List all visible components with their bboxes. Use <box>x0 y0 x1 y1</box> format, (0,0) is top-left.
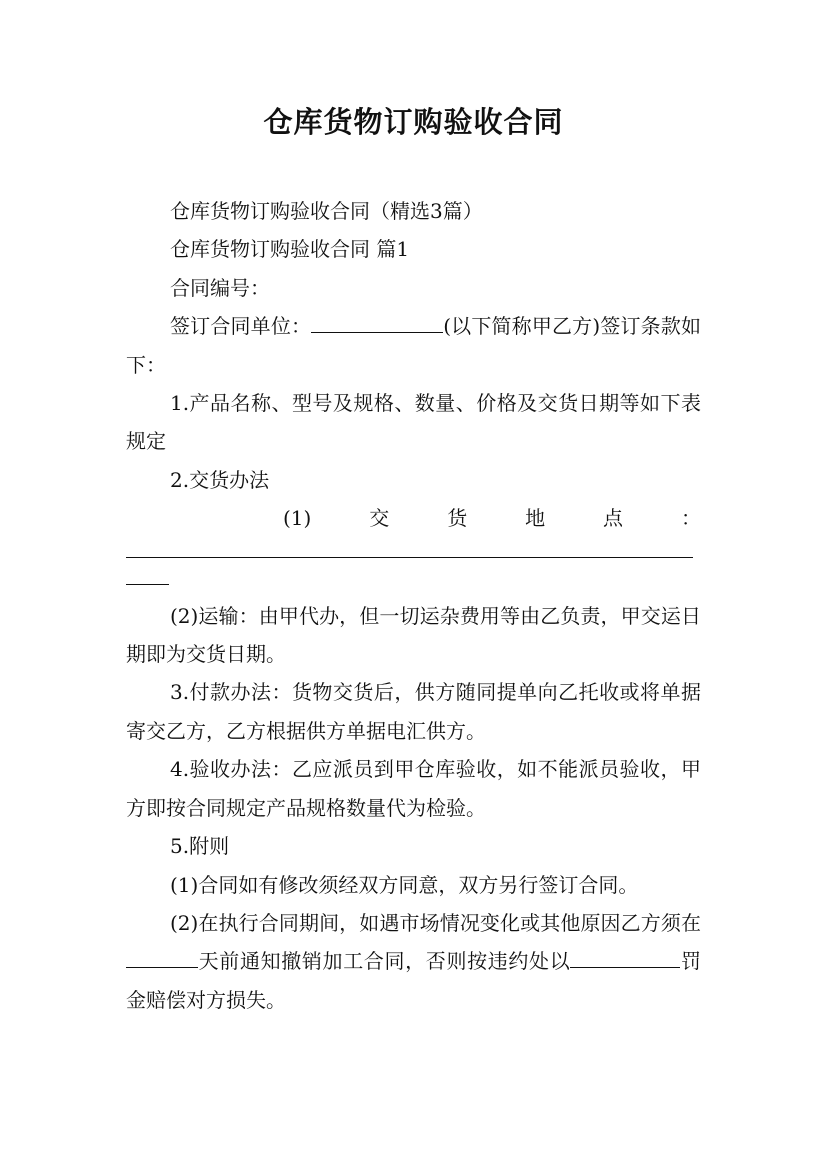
signing-clause <box>126 307 701 384</box>
appendix-2-part-a: (2)在执行合同期间，如遇市场情况变化或其他原因乙方须在 <box>170 910 701 935</box>
delivery-char: ： <box>680 506 701 531</box>
document-title: 仓库货物订购验收合同 <box>263 105 564 139</box>
item-4: 4.验收办法：乙应派员到甲仓库验收，如不能派员验收，甲方即按合同规定产品规格数量代为检验。 <box>126 757 701 820</box>
document-body <box>126 192 701 1019</box>
section-heading: 仓库货物订购验收合同 篇1 <box>170 237 410 262</box>
delivery-char: 货 <box>447 506 468 531</box>
item-1: 1.产品名称、型号及规格、数量、价格及交货日期等如下表规定 <box>126 391 701 454</box>
item-5: 5.附则 <box>170 834 230 859</box>
appendix-2-part-c: 罚金赔偿对方损失。 <box>126 949 702 1012</box>
signing-prefix: 签订合同单位： <box>170 314 312 339</box>
contract-number-label: 合同编号： <box>170 275 270 300</box>
penalty-blank <box>570 948 680 968</box>
appendix-2-part-b: 天前通知撤销加工合同，否则按违约处以 <box>198 949 571 974</box>
appendix-1: (1)合同如有修改须经双方同意，双方另行签订合同。 <box>170 872 639 897</box>
signing-blank <box>311 313 443 333</box>
delivery-char: 地 <box>525 506 546 531</box>
item-2: 2.交货办法 <box>170 467 270 492</box>
delivery-char: 点 <box>603 506 624 531</box>
delivery-place-blank-end <box>126 558 169 585</box>
delivery-place-blank <box>126 538 693 558</box>
subtitle: 仓库货物订购验收合同（精选3篇） <box>170 199 483 223</box>
delivery-place-line <box>126 499 701 537</box>
delivery-char: (1) <box>283 506 312 531</box>
appendix-2 <box>126 904 701 1019</box>
signing-suffix: (以下简称甲乙方)签订条款如下： <box>126 314 701 377</box>
delivery-char: 交 <box>369 506 390 531</box>
days-blank <box>126 948 198 968</box>
transport-clause: (2)运输：由甲代办，但一切运杂费用等由乙负责，甲交运日期即为交货日期。 <box>126 603 701 667</box>
item-3: 3.付款办法：货物交货后，供方随同提单向乙托收或将单据寄交乙方，乙方根据供方单据电汇供方。 <box>126 680 701 743</box>
